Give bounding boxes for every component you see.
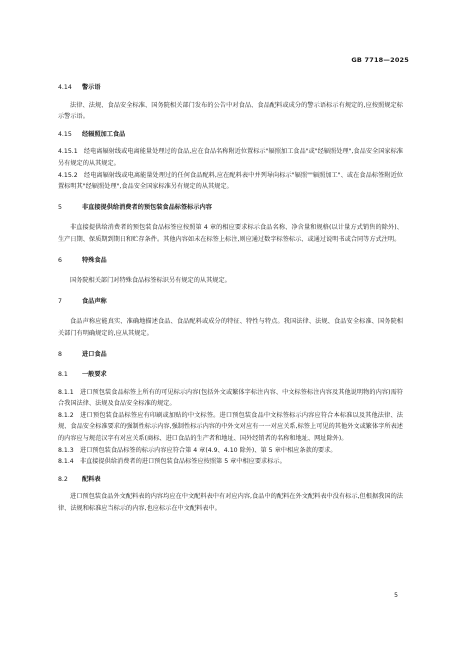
section-title: 配料表 [81, 475, 101, 483]
clause-8-1-2: 8.1.2 进口预包装食品标签应有印刷或加贴的中文标签。进口预包装食品中文标签标示内容应符合本标准以及其他法律、法规、食品安全标准要求的强制性标示内容,强制性标示内容的中外文对应有一一对应关系,标签上可见的其他外文或繁体字所表述的内容应与规范汉字有对应关系(商标、进口食品的生产者和地址、国外经销者的名称和地址、网址除外)。 [58, 411, 403, 443]
paragraph: 国务院相关部门对特殊食品标签标识另有规定的从其规定。 [70, 277, 231, 285]
section-title: 一般要求 [81, 371, 107, 379]
section-number: 8 [58, 350, 62, 358]
section-heading-8-1 [58, 369, 403, 381]
section-number: 8.1 [58, 371, 68, 379]
section-title: 食品声称 [81, 297, 107, 305]
section-number: 8.2 [58, 475, 68, 483]
section-heading-4-15 [58, 129, 403, 141]
paragraph: 非直接提供给消费者的预包装食品标签应按照第 4 章的相应要求标示食品名称、净含量和规格(以计量方式销售的除外)、生产日期、保质期到期日和贮存条件。其他内容如未在标签上标注,则应通过数字标签标示、或通过说明书或合同等方式注明。 [58, 224, 403, 243]
section-heading-5 [58, 202, 403, 214]
clause-8-1-1: 8.1.1 进口预包装食品标签上所有的可见标示内容(包括外文或繁体字标注内容、中文标签标注内容及其他说明物的内容)需符合我国法律、法规及食品安全标准的规定。 [58, 388, 403, 408]
paragraph: 进口预包装食品外文配料表的内容均应在中文配料表中有对应内容,食品中的配料在外文配料表中没有标示,但根据我国的法律、法规和标准应当标示的内容,也应标示在中文配料表中。 [58, 493, 403, 513]
section-title: 非直接提供给消费者的预包装食品标签标示内容 [81, 203, 212, 211]
section-number: 7 [58, 297, 62, 305]
paragraph: 法律、法规、食品安全标准、国务院相关部门发布的公告中对食品、食品配料或成分的警示语标示有规定的,应按照规定标示警示语。 [58, 101, 403, 121]
page-number: 5 [394, 592, 398, 599]
section-title: 进口食品 [81, 350, 107, 358]
paragraph: 食品声称应能真实、准确地描述食品、食品配料或成分的特征、特性与特点。我国法律、法规、食品安全标准、国务院相关部门有明确规定的,应从其规定。 [58, 318, 403, 337]
section-heading-8-2 [58, 474, 403, 486]
section-title: 经辐照加工食品 [81, 130, 126, 138]
section-number: 4.14 [58, 84, 72, 91]
section-number: 6 [58, 256, 62, 264]
standard-code: GB 7718—2025 [351, 56, 409, 64]
section-title: 警示语 [81, 84, 101, 91]
section-heading-4-14 [58, 82, 403, 94]
section-number: 4.15 [58, 130, 72, 138]
document-body [58, 82, 403, 515]
section-title: 特殊食品 [81, 256, 107, 264]
section-number: 5 [58, 203, 62, 211]
clause-8-1-4: 8.1.4 非直接提供给消费者的进口预包装食品标签应按照第 5 章中相应要求标示。 [58, 458, 286, 466]
section-heading-7 [58, 296, 403, 308]
clause-4-15-1: 4.15.1 经电离辐射线或电离能量处理过的食品,应在食品名称附近位置标示"辐照加工食品"或"经辐照处理",食品安全国家标准另有规定的从其规定。 [58, 148, 403, 167]
clause-4-15-2: 4.15.2 经电离辐射线或电离能量处理过的任何食品配料,应在配料表中并列导向标示"辐照""辐照加工"、或在食品标签附近位置标明其"经辐照处理",食品安全国家标准另有规定的从其规定。 [58, 171, 403, 191]
clause-8-1-3: 8.1.3 进口预包装食品标签的标示内容应符合第 4 章(4.9、4.10 除外)、第 5 章中相应条款的要求。 [58, 446, 337, 454]
section-heading-8 [58, 349, 403, 361]
section-heading-6 [58, 255, 403, 267]
